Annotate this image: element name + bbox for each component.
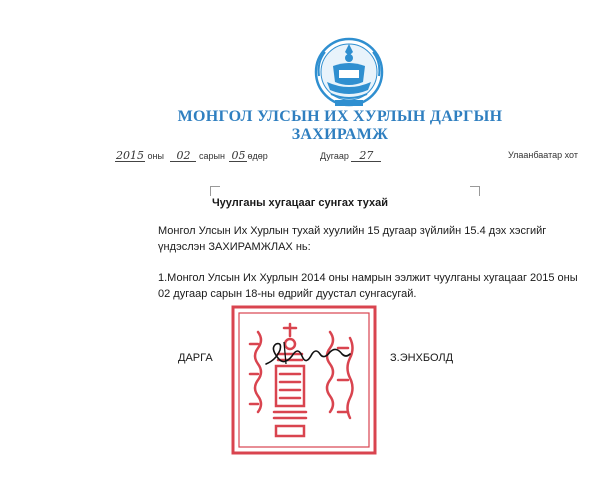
date-year-suffix: оны (147, 151, 164, 161)
number-label: Дугаар (320, 151, 349, 161)
signer-title: ДАРГА (178, 352, 213, 364)
paragraph-decree: 1.Монгол Улсын Их Хурлын 2014 оны намрын ээлжит чуулганы хугацааг 2015 оны 02 дугаар сарын 18-ны өдрийг дуустал сунгасугай. (158, 272, 578, 300)
number-value: 27 (351, 150, 381, 162)
document-title-line2: ЗАХИРАМЖ (291, 126, 389, 143)
subject-corner-right (470, 186, 480, 196)
city-label: Улаанбаатар хот (508, 150, 578, 160)
document-title-line1: МОНГОЛ УЛСЫН ИХ ХУРЛЫН ДАРГЫН (177, 108, 503, 125)
date-month: 02 (170, 150, 196, 162)
date-day: 05 (231, 149, 246, 162)
state-emblem-icon (313, 36, 385, 116)
signer-name: З.ЭНХБОЛД (390, 352, 454, 364)
date-month-suffix: сарын (199, 151, 225, 161)
date-line (115, 150, 268, 162)
official-seal-icon (230, 304, 378, 456)
signature-icon (262, 334, 358, 374)
subject-corner-left (210, 186, 220, 196)
paragraph-preamble: Монгол Улсын Их Хурлын тухай хуулийн 15 дугаар зүйлийн 15.4 дэх хэсгийг үндэслэн ЗАХИРАМЖЛАХ нь: (158, 225, 547, 253)
document-number (320, 150, 381, 162)
date-day-suffix: өдөр (247, 151, 268, 161)
subject-heading: Чуулганы хугацааг сунгах тухай (211, 197, 389, 209)
date-year: 2015 (116, 149, 144, 162)
